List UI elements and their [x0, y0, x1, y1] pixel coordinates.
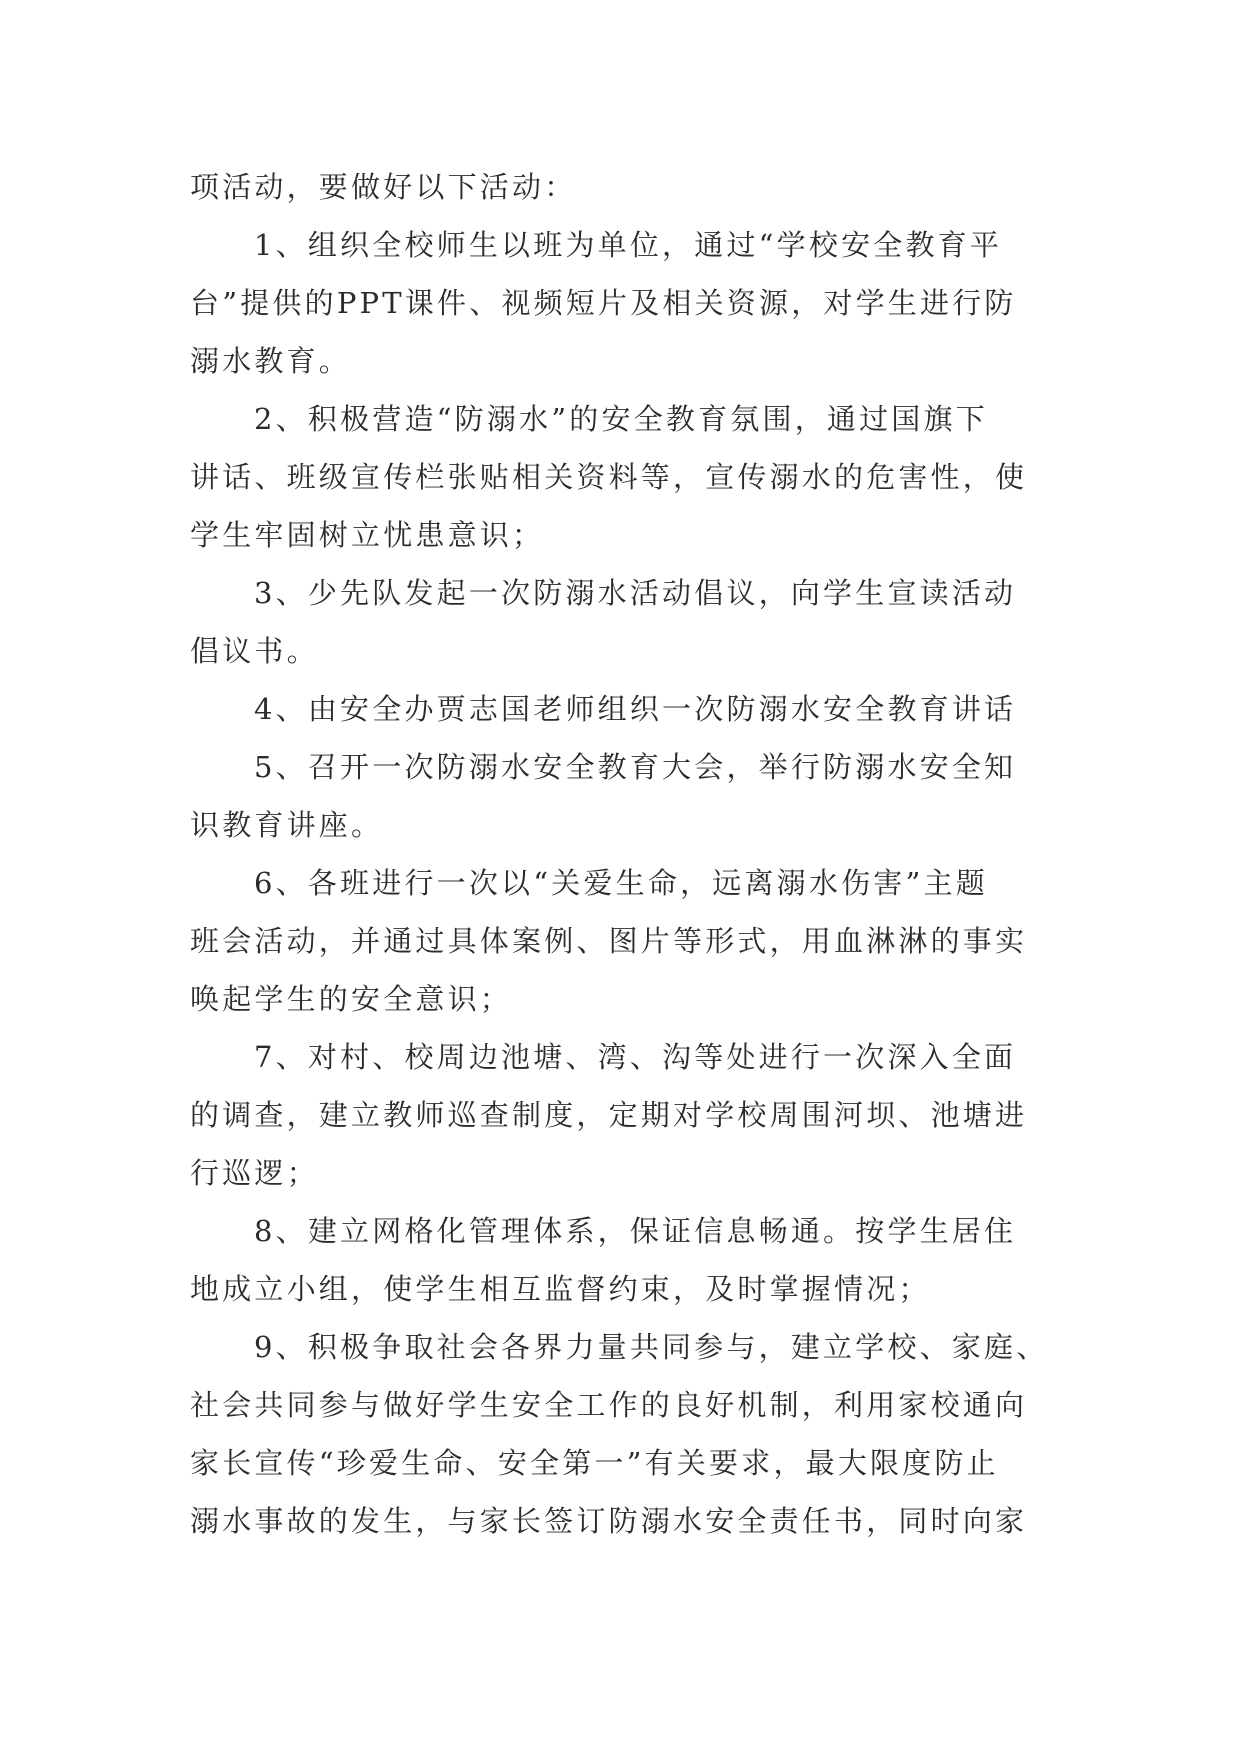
- text-line: 7、对村、校周边池塘、湾、沟等处进行一次深入全面: [254, 1040, 1017, 1074]
- text-line: 1、组织全校师生以班为单位，通过“学校安全教育平: [254, 228, 1003, 262]
- text-line: 地成立小组，使学生相互监督约束，及时掌握情况；: [190, 1272, 931, 1306]
- text-line: 班会活动，并通过具体案例、图片等形式，用血淋淋的事实: [190, 924, 1028, 958]
- text-line: 溺水事故的发生，与家长签订防溺水安全责任书，同时向家: [190, 1504, 1028, 1538]
- text-line: 2、积极营造“防溺水”的安全教育氛围，通过国旗下: [254, 402, 988, 436]
- text-line: 6、各班进行一次以“关爱生命，远离溺水伤害”主题: [254, 866, 988, 900]
- text-line: 倡议书。: [190, 634, 319, 668]
- text-line: 4、由安全办贾志国老师组织一次防溺水安全教育讲话: [254, 692, 1017, 726]
- text-line: 的调查，建立教师巡查制度，定期对学校周围河坝、池塘进: [190, 1098, 1028, 1132]
- text-line: 台”提供的PPT课件、视频短片及相关资源，对学生进行防: [190, 286, 1017, 320]
- text-line: 学生牢固树立忧患意识；: [190, 518, 545, 552]
- text-line: 3、少先队发起一次防溺水活动倡议，向学生宣读活动: [254, 576, 1017, 610]
- text-line: 溺水教育。: [190, 344, 352, 378]
- text-line: 识教育讲座。: [190, 808, 384, 842]
- text-line: 家长宣传“珍爱生命、安全第一”有关要求，最大限度防止: [190, 1446, 999, 1480]
- text-line: 社会共同参与做好学生安全工作的良好机制，利用家校通向: [190, 1388, 1028, 1422]
- text-line: 5、召开一次防溺水安全教育大会，举行防溺水安全知: [254, 750, 1017, 784]
- text-line: 9、积极争取社会各界力量共同参与，建立学校、家庭、: [254, 1330, 1049, 1364]
- document-body: [190, 158, 1070, 1550]
- text-line: 行巡逻；: [190, 1156, 319, 1190]
- text-line: 讲话、班级宣传栏张贴相关资料等，宣传溺水的危害性，使: [190, 460, 1028, 494]
- text-line: 项活动，要做好以下活动：: [190, 170, 577, 204]
- text-line: 唤起学生的安全意识；: [190, 982, 513, 1016]
- text-line: 8、建立网格化管理体系，保证信息畅通。按学生居住: [254, 1214, 1017, 1248]
